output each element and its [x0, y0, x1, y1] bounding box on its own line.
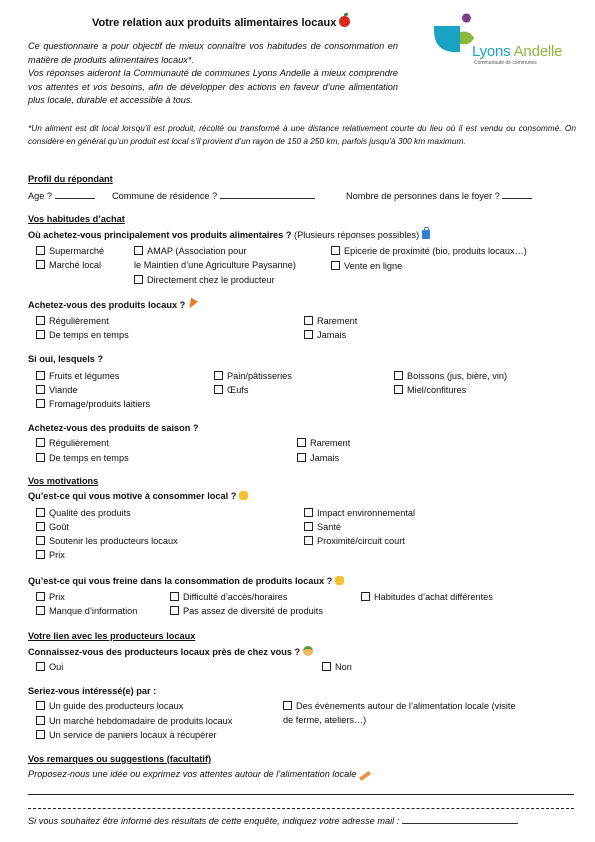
checkbox-option[interactable]: [304, 508, 415, 519]
option-label: De temps en temps: [49, 330, 129, 340]
checkbox-option[interactable]: [297, 453, 339, 464]
option-label: Œufs: [227, 385, 249, 395]
question-know-producers: [28, 646, 313, 658]
foyer-field[interactable]: [502, 190, 532, 199]
checkbox[interactable]: [36, 536, 45, 545]
checkbox[interactable]: [297, 438, 306, 447]
option-label: Boissons (jus, bière, vin): [407, 371, 508, 381]
checkbox-option[interactable]: [283, 701, 516, 712]
intro-paragraph: Ce questionnaire a pour objectif de mieux connaître vos habitudes de consommation en matière de produits alimentaires locaux*.: [28, 41, 398, 65]
checkbox[interactable]: [36, 399, 45, 408]
option-label: Pas assez de diversité de produits: [183, 606, 323, 616]
checkbox-option[interactable]: [36, 716, 232, 727]
email-request: [28, 815, 518, 827]
shopping-bag-icon: [422, 230, 430, 239]
checkbox-option[interactable]: [214, 385, 248, 396]
checkbox-option[interactable]: [331, 246, 527, 257]
checkbox-option[interactable]: [36, 550, 65, 561]
option-label: Fromage/produits laitiers: [49, 399, 151, 409]
question-text: Qu’est-ce qui vous freine dans la consommation de produits locaux ?: [28, 576, 333, 586]
checkbox-option[interactable]: [297, 438, 350, 449]
checkbox[interactable]: [331, 261, 340, 270]
option-label: Non: [335, 662, 352, 672]
apple-icon: [339, 16, 350, 27]
question-obstacles: [28, 576, 344, 587]
checkbox[interactable]: [36, 716, 45, 725]
thumbs-up-icon: [239, 491, 248, 500]
pen-icon: [359, 771, 371, 781]
checkbox-option[interactable]: [36, 606, 137, 617]
checkbox[interactable]: [304, 316, 313, 325]
option-label: Viande: [49, 385, 78, 395]
checkbox-option[interactable]: [331, 261, 402, 272]
option-label: Directement chez le producteur: [147, 275, 275, 285]
checkbox-option[interactable]: [36, 536, 178, 547]
option-label: Impact environnemental: [317, 508, 416, 518]
checkbox-option[interactable]: [36, 438, 109, 449]
checkbox[interactable]: [170, 606, 179, 615]
checkbox[interactable]: [36, 246, 45, 255]
option-label: AMAP (Association pour: [147, 246, 247, 256]
checkbox[interactable]: [36, 508, 45, 517]
option-label: Qualité des produits: [49, 508, 131, 518]
option-label-continued: de ferme, ateliers…): [283, 715, 367, 725]
checkbox-option[interactable]: [36, 508, 131, 519]
question-motivation: [28, 491, 248, 502]
intro-text: [28, 40, 398, 108]
option-label: Pain/pâtisseries: [227, 371, 292, 381]
option-label: De temps en temps: [49, 453, 129, 463]
checkbox-option[interactable]: [170, 592, 288, 603]
checkbox-option[interactable]: [304, 536, 405, 547]
checkbox[interactable]: [304, 508, 313, 517]
profil-fields: [28, 190, 95, 202]
checkbox[interactable]: [361, 592, 370, 601]
option-label: Goût: [49, 522, 69, 532]
option-label: Oui: [49, 662, 64, 672]
answer-line[interactable]: [28, 794, 574, 795]
foyer-label: Nombre de personnes dans le foyer ?: [346, 191, 500, 201]
checkbox[interactable]: [134, 246, 143, 255]
checkbox-option[interactable]: [36, 246, 104, 257]
checkbox[interactable]: [36, 550, 45, 559]
checkbox-option[interactable]: [36, 522, 69, 533]
option-label: Régulièrement: [49, 316, 109, 326]
checkbox[interactable]: [36, 701, 45, 710]
page-title: [92, 16, 350, 30]
option-label: Habitudes d’achat différentes: [374, 592, 493, 602]
option-label: Un service de paniers locaux à récupérer: [49, 730, 217, 740]
option-label: Santé: [317, 522, 342, 532]
checkbox[interactable]: [394, 385, 403, 394]
checkbox[interactable]: [214, 371, 223, 380]
farmer-icon: [303, 646, 313, 656]
checkbox[interactable]: [283, 701, 292, 710]
checkbox[interactable]: [36, 330, 45, 339]
checkbox[interactable]: [36, 316, 45, 325]
option-label: Fruits et légumes: [49, 371, 120, 381]
checkbox-option[interactable]: [170, 606, 323, 617]
checkbox[interactable]: [36, 606, 45, 615]
checkbox[interactable]: [304, 522, 313, 531]
option-label: Soutenir les producteurs locaux: [49, 536, 178, 546]
checkbox[interactable]: [214, 385, 223, 394]
logo: [430, 12, 576, 72]
checkbox-option[interactable]: [394, 371, 507, 382]
question-text: Connaissez-vous des producteurs locaux près de chez vous ?: [28, 647, 301, 657]
checkbox[interactable]: [36, 662, 45, 671]
option-label: Marché local: [49, 260, 102, 270]
checkbox-option[interactable]: [36, 592, 65, 603]
email-label: Si vous souhaitez être informé des résultats de cette enquête, indiquez votre adresse mail :: [28, 816, 400, 826]
checkbox[interactable]: [36, 385, 45, 394]
question-which-products: Si oui, lesquels ?: [28, 354, 104, 364]
checkbox-option[interactable]: [394, 385, 466, 396]
checkbox[interactable]: [134, 275, 143, 284]
intro-paragraph: Vos réponses aideront la Communauté de communes Lyons Andelle à mieux comprendre vos attentes et vos besoins, afin de développer des actions en faveur d’une alimentation plus locale, durable et accessible à tous.: [28, 68, 398, 105]
section-heading-remarques: Vos remarques ou suggestions (facultatif): [28, 754, 212, 764]
question-hint: (Plusieurs réponses possibles): [294, 230, 420, 240]
definition-note: *Un aliment est dit local lorsqu’il est produit, récolté ou transformé à une distance relativement courte du lieu où il est vendu ou consommé. On considère en général qu’un produit est local s’il provient d’un rayon de 150 à 250 km, parfois jusqu’à 300 km maximum.: [28, 123, 576, 146]
option-label: Des évènements autour de l’alimentation locale (visite: [296, 701, 516, 711]
option-label: Rarement: [310, 438, 351, 448]
checkbox[interactable]: [36, 730, 45, 739]
checkbox[interactable]: [36, 371, 45, 380]
checkbox[interactable]: [36, 260, 45, 269]
option-label: Epicerie de proximité (bio, produits locaux…): [344, 246, 527, 256]
checkbox-option[interactable]: [361, 592, 493, 603]
question-where-buy: [28, 230, 430, 241]
option-label: Supermarché: [49, 246, 105, 256]
checkbox-option[interactable]: [304, 316, 357, 327]
carrot-icon: [186, 298, 198, 311]
checkbox-option[interactable]: [36, 330, 129, 341]
question-buy-local: [28, 299, 196, 311]
checkbox[interactable]: [304, 330, 313, 339]
option-label: Jamais: [310, 453, 340, 463]
checkbox-option[interactable]: [36, 453, 129, 464]
checkbox[interactable]: [36, 453, 45, 462]
checkbox-option[interactable]: [304, 522, 341, 533]
checkbox[interactable]: [394, 371, 403, 380]
section-heading-profil: Profil du répondant: [28, 174, 113, 184]
thumbs-down-icon: [335, 576, 344, 585]
checkbox[interactable]: [36, 522, 45, 531]
checkbox-option[interactable]: [36, 701, 183, 712]
checkbox-option[interactable]: [134, 246, 246, 257]
checkbox[interactable]: [304, 536, 313, 545]
checkbox-option[interactable]: [304, 330, 346, 341]
option-label-continued: le Maintien d’une Agriculture Paysanne): [134, 260, 296, 270]
checkbox[interactable]: [36, 438, 45, 447]
section-heading-lien: Votre lien avec les producteurs locaux: [28, 631, 196, 641]
foyer-group: [346, 190, 532, 202]
option-label: Manque d’information: [49, 606, 138, 616]
email-field[interactable]: [402, 815, 518, 824]
age-label: Age ?: [28, 191, 53, 201]
question-seasonal: Achetez-vous des produits de saison ?: [28, 423, 199, 433]
checkbox[interactable]: [170, 592, 179, 601]
page-title-text: Votre relation aux produits alimentaires locaux: [92, 17, 337, 29]
option-label: Régulièrement: [49, 438, 109, 448]
checkbox[interactable]: [322, 662, 331, 671]
checkbox-option[interactable]: [322, 662, 352, 673]
checkbox-option[interactable]: [36, 371, 119, 382]
option-label: Difficulté d’accès/horaires: [183, 592, 288, 602]
section-heading-motivations: Vos motivations: [28, 476, 99, 486]
commune-field[interactable]: [220, 190, 315, 199]
checkbox-option[interactable]: [36, 399, 150, 410]
option-label: Vente en ligne: [344, 261, 403, 271]
option-label: Proximité/circuit court: [317, 536, 405, 546]
commune-group: [112, 190, 315, 202]
section-heading-habitudes: Vos habitudes d’achat: [28, 214, 125, 224]
prompt-text: Proposez-nous une idée ou exprimez vos attentes autour de l’alimentation locale: [28, 769, 357, 779]
option-label: Miel/confitures: [407, 385, 467, 395]
checkbox[interactable]: [297, 453, 306, 462]
checkbox-option[interactable]: [36, 385, 77, 396]
checkbox-option[interactable]: [214, 371, 292, 382]
question-text: Qu’est-ce qui vous motive à consommer local ?: [28, 491, 237, 501]
option-label: Un guide des producteurs locaux: [49, 701, 184, 711]
option-label: Rarement: [317, 316, 358, 326]
checkbox-option[interactable]: [36, 260, 101, 271]
question-interested: Seriez-vous intéressé(e) par :: [28, 686, 157, 696]
suggestion-prompt: [28, 769, 371, 780]
option-label: Un marché hebdomadaire de produits locaux: [49, 716, 233, 726]
logo-subtitle: Communauté de communes: [474, 60, 537, 66]
question-text: Achetez-vous des produits locaux ?: [28, 300, 186, 310]
question-text: Où achetez-vous principalement vos produits alimentaires ?: [28, 230, 292, 240]
checkbox-option[interactable]: [36, 730, 217, 741]
checkbox-option[interactable]: [36, 662, 63, 673]
logo-text: Lyons Andelle: [472, 43, 563, 60]
answer-line[interactable]: [28, 808, 574, 809]
option-label: Jamais: [317, 330, 347, 340]
checkbox[interactable]: [36, 592, 45, 601]
option-label: Prix: [49, 592, 65, 602]
checkbox-option[interactable]: [36, 316, 109, 327]
checkbox-option[interactable]: [134, 275, 275, 286]
commune-label: Commune de résidence ?: [112, 191, 218, 201]
option-label: Prix: [49, 550, 65, 560]
age-field[interactable]: [55, 190, 95, 199]
checkbox[interactable]: [331, 246, 340, 255]
